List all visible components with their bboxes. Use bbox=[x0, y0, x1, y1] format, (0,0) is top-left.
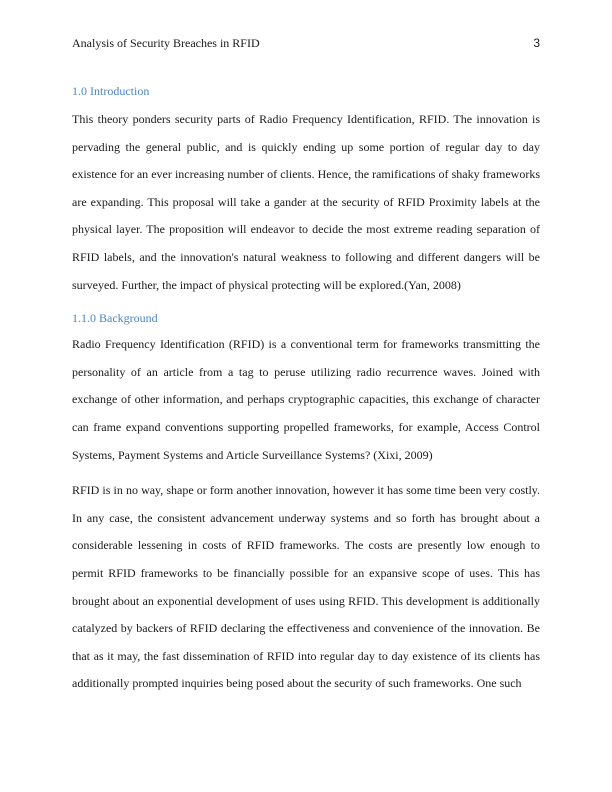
background-paragraph-2: RFID is in no way, shape or form another innovation, however it has some time been very costly. In any case, the consistent advancement underway systems and so forth has brought about a considerable lessening in costs of RFID frameworks. The costs are presently low enough to permit RFID frameworks to be financially possible for an expansive scope of uses. This has brought about an exponential development of uses using RFID. This development is additionally catalyzed by backers of RFID declaring the effectiveness and convenience of the innovation. Be that as it may, the fast dissemination of RFID into regular day to day existence of its clients has additionally prompted inquiries being posed about the security of such frameworks. One such bbox=[72, 483, 540, 691]
introduction-paragraph: This theory ponders security parts of Radio Frequency Identification, RFID. The innovation is pervading the general public, and is quickly ending up some portion of regular day to day existence for an ever increasing number of clients. Hence, the ramifications of shaky frameworks are expanding. This proposal will take a gander at the security of RFID Proximity labels at the physical layer. The proposition will endeavor to decide the most extreme reading separation of RFID labels, and the innovation's natural weakness to following and different dangers will be surveyed. Further, the impact of physical protecting will be explored.(Yan, 2008) bbox=[72, 112, 540, 292]
running-title: Analysis of Security Breaches in RFID bbox=[72, 36, 260, 50]
page-number: 3 bbox=[533, 36, 540, 50]
document-body bbox=[72, 80, 540, 698]
background-heading: 1.1.0 Background bbox=[72, 311, 158, 326]
background-paragraph-1: Radio Frequency Identification (RFID) is a conventional term for frameworks transmitting the personality of an article from a tag to peruse utilizing radio recurrence waves. Joined with exchange of other information, and perhaps cryptographic capacities, this exchange of character can frame expand conventions supporting propelled frameworks, for example, Access Control Systems, Payment Systems and Article Surveillance Systems? (Xixi, 2009) bbox=[72, 337, 540, 462]
introduction-heading: 1.0 Introduction bbox=[72, 84, 150, 98]
page-header bbox=[72, 36, 540, 52]
